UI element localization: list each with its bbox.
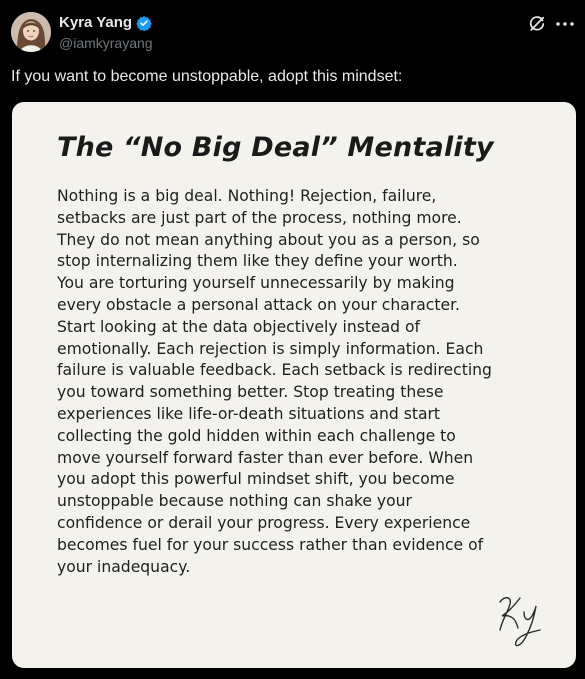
card-body-line: Nothing is a big deal. Nothing! Rejection, failure, [57, 187, 437, 205]
card-body-line: They do not mean anything about you as a person, so [57, 230, 480, 249]
card-body-line: Start looking at the data objectively instead of [57, 317, 421, 336]
card-body-line: You are torturing yourself unnecessarily by making [57, 274, 455, 293]
card-body-line: setbacks are just part of the process, nothing more. [57, 208, 462, 227]
image-card[interactable] [12, 102, 576, 668]
card-body-line: unstoppable because nothing can shake your [57, 492, 412, 511]
card-body-line: you adopt this powerful mindset shift, you become [57, 470, 455, 489]
signature-logo [490, 590, 552, 652]
card-body [57, 186, 547, 578]
author-display-name[interactable]: Kyra Yang [59, 14, 133, 31]
tweet-text: If you want to become unstoppable, adopt this mindset: [11, 68, 403, 85]
author-handle[interactable]: @iamkyrayang [59, 35, 153, 51]
card-body-line: confidence or derail your progress. Every experience [57, 513, 471, 532]
avatar[interactable] [11, 12, 51, 52]
grok-icon[interactable] [528, 15, 546, 33]
card-body-line: experiences like life-or-death situations and start [57, 404, 441, 423]
card-body-line: stop internalizing them like they define your worth. [57, 252, 458, 271]
card-body-line: your inadequacy. [57, 557, 191, 576]
card-body-line: emotionally. Each rejection is simply information. Each [57, 339, 484, 358]
card-body-line: collecting the gold hidden within each challenge to [57, 426, 456, 445]
more-options-icon[interactable] [554, 15, 576, 33]
card-body-line: move yourself forward faster than ever before. When [57, 448, 474, 467]
card-body-line: failure is valuable feedback. Each setback is redirecting [57, 361, 492, 380]
card-body-line: every obstacle a personal attack on your character. [57, 295, 461, 314]
card-body-line: you toward something better. Stop treating these [57, 383, 444, 402]
card-body-line: becomes fuel for your success rather than evidence of [57, 535, 484, 554]
tweet-header [11, 12, 576, 56]
verified-badge-icon [136, 15, 152, 31]
card-title: The “No Big Deal” Mentality [57, 132, 494, 163]
